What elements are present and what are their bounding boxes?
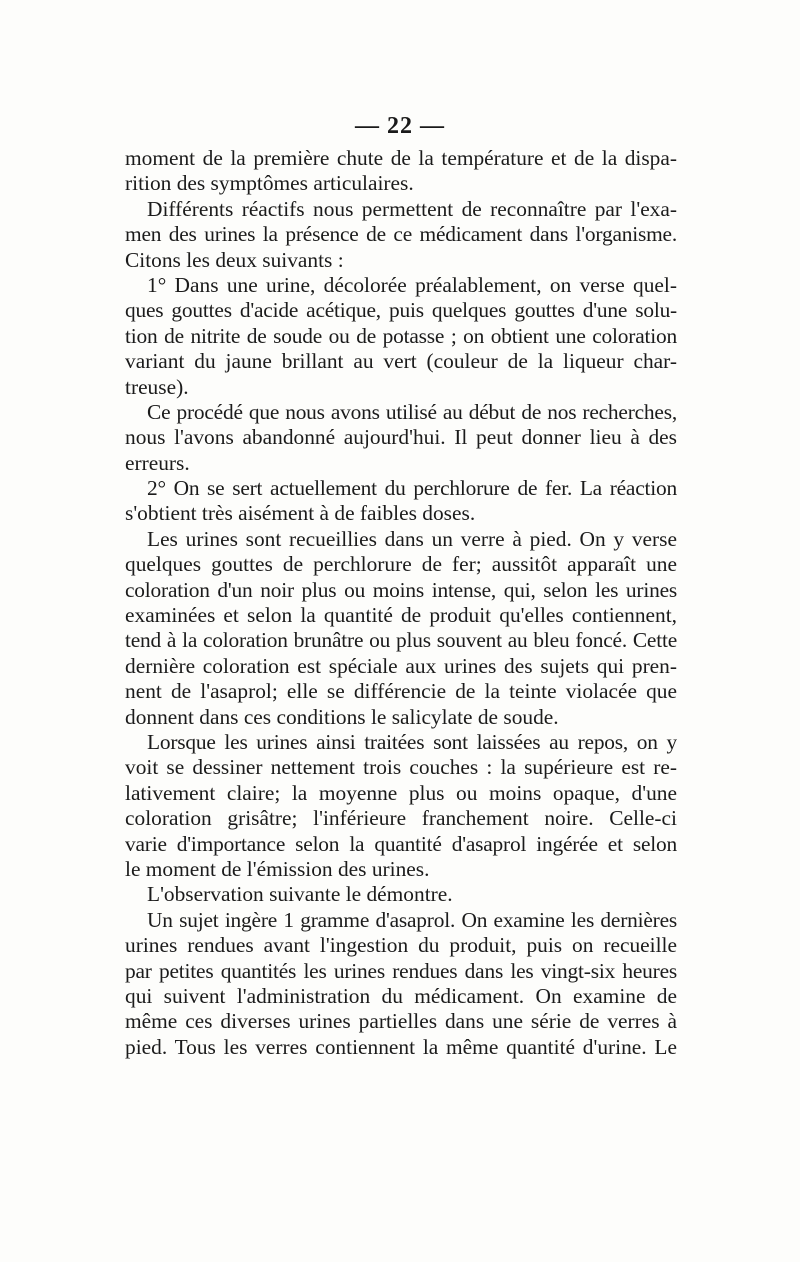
text-line: par petites quantités les urines rendues dans les vingt-six heures (125, 958, 677, 983)
text-line: ques gouttes d'acide acétique, puis quelques gouttes d'une solu- (125, 298, 677, 323)
text-line: qui suivent l'administration du médicament. On examine de (125, 983, 677, 1008)
text-line: coloration d'un noir plus ou moins intense, qui, selon les urines (125, 577, 677, 602)
body-text (125, 146, 677, 1060)
text-line: dernière coloration est spéciale aux urines des sujets qui pren- (125, 653, 677, 678)
text-line: tend à la coloration brunâtre ou plus souvent au bleu foncé. Cette (125, 628, 677, 653)
text-line: Un sujet ingère 1 gramme d'asaprol. On examine les dernières (147, 907, 677, 932)
text-line: Lorsque les urines ainsi traitées sont laissées au repos, on y (147, 729, 677, 754)
text-line: variant du jaune brillant au vert (couleur de la liqueur char- (125, 349, 677, 374)
text-line: erreurs. (125, 450, 190, 475)
text-line: s'obtient très aisément à de faibles doses. (125, 501, 476, 526)
text-line: examinées et selon la quantité de produit qu'elles contiennent, (125, 603, 677, 628)
text-line: nous l'avons abandonné aujourd'hui. Il peut donner lieu à des (125, 425, 677, 450)
text-line: 2° On se sert actuellement du perchlorure de fer. La réaction (147, 476, 677, 501)
text-line: urines rendues avant l'ingestion du produit, puis on recueille (125, 933, 677, 958)
text-line: le moment de l'émission des urines. (125, 856, 430, 881)
text-line: Les urines sont recueillies dans un verre à pied. On y verse (147, 526, 677, 551)
text-line: varie d'importance selon la quantité d'asaprol ingérée et selon (125, 831, 677, 856)
text-line: quelques gouttes de perchlorure de fer; aussitôt apparaît une (125, 552, 677, 577)
text-line: moment de la première chute de la température et de la dispa- (125, 146, 677, 170)
text-line: voit se dessiner nettement trois couches : la supérieure est re- (125, 755, 677, 780)
text-line: Ce procédé que nous avons utilisé au début de nos recherches, (147, 399, 677, 424)
text-line: pied. Tous les verres contiennent la même quantité d'urine. Le (125, 1034, 677, 1059)
text-line: lativement claire; la moyenne plus ou moins opaque, d'une (125, 780, 677, 805)
text-line: donnent dans ces conditions le salicylate de soude. (125, 704, 559, 729)
text-line: tion de nitrite de soude ou de potasse ; on obtient une coloration (125, 323, 677, 348)
text-line: 1° Dans une urine, décolorée préalablement, on verse quel- (147, 272, 677, 297)
text-line: coloration grisâtre; l'inférieure franchement noire. Celle-ci (125, 806, 677, 831)
text-line: rition des symptômes articulaires. (125, 171, 414, 196)
text-line: nent de l'asaprol; elle se différencie de la teinte violacée que (125, 679, 677, 704)
text-line: L'observation suivante le démontre. (147, 882, 453, 907)
text-line: même ces diverses urines partielles dans une série de verres à (125, 1009, 677, 1034)
text-line: Différents réactifs nous permettent de reconnaître par l'exa- (147, 196, 677, 221)
text-line: Citons les deux suivants : (125, 247, 344, 272)
text-line: treuse). (125, 374, 189, 399)
page-number: — 22 — (355, 113, 445, 139)
text-line: men des urines la présence de ce médicament dans l'organisme. (125, 222, 677, 247)
